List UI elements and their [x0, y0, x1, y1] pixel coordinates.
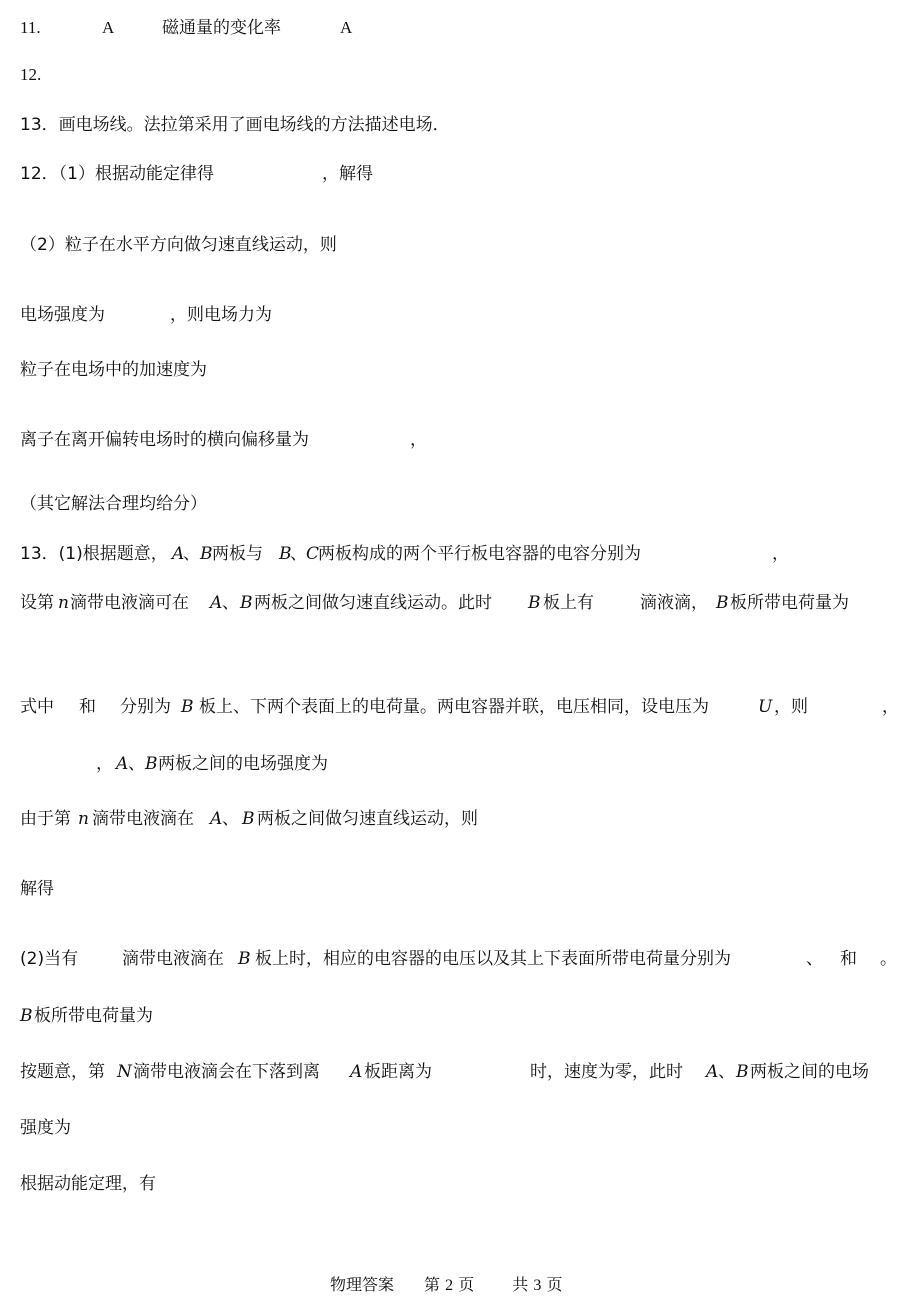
solution-text: 两板之间的电场	[750, 1062, 869, 1082]
solution-text: 两板之间做匀速直线运动，则	[257, 809, 478, 829]
solution-text: 离子在离开偏转电场时的横向偏移量为	[20, 430, 309, 450]
solution-text: 。	[880, 949, 897, 969]
solution-line	[0, 539, 900, 569]
solution-line	[0, 300, 900, 330]
solution-text: 式中	[20, 697, 54, 717]
variable: B	[716, 593, 729, 613]
variable: A	[210, 593, 223, 613]
variable: B	[240, 593, 253, 613]
solution-text: 板所带电荷量为	[34, 1006, 153, 1026]
solution-text: 、	[183, 544, 200, 564]
solution-text: 、	[806, 949, 823, 969]
solution-text: 板上有	[543, 593, 594, 613]
variable: B	[279, 544, 292, 564]
solution-text: 板距离为	[364, 1062, 432, 1082]
solution-text: ，则电场力为	[170, 305, 272, 325]
footer-subject: 物理答案	[330, 1275, 395, 1294]
solution-line	[0, 944, 900, 974]
solution-text: ，则	[774, 697, 808, 717]
solution-text: 板所带电荷量为	[730, 593, 849, 613]
answer-line-12	[0, 60, 900, 90]
page-footer	[330, 1271, 562, 1299]
solution-text: 、	[290, 544, 307, 564]
solution-note: （其它解法合理均给分）	[20, 494, 207, 514]
solution-text: 电场强度为	[20, 305, 105, 325]
solution-text: ，	[772, 544, 789, 564]
question-number: 12.	[20, 65, 42, 84]
solution-text: 板上、下两个表面上的电荷量。两电容器并联，电压相同，设电压为	[199, 697, 709, 717]
solution-text: 13．(1)根据题意，	[20, 544, 168, 564]
solution-line	[0, 159, 900, 189]
solution-text: 12．（1）根据动能定律得	[20, 164, 214, 184]
solution-line	[0, 1001, 900, 1031]
variable: C	[306, 544, 320, 564]
variable: B	[20, 1006, 33, 1026]
variable: A	[210, 809, 223, 829]
solution-text: ，解得	[322, 164, 373, 184]
solution-text: 按题意，第	[20, 1062, 105, 1082]
variable: n	[78, 809, 89, 829]
footer-page-suffix: 页	[458, 1275, 475, 1294]
solution-text: 由于第	[20, 809, 71, 829]
answer-line-13	[0, 110, 900, 140]
solution-text: ，	[882, 697, 899, 717]
variable: N	[117, 1062, 132, 1082]
solution-line	[0, 1057, 900, 1087]
variable: B	[200, 544, 213, 564]
solution-text: 两板之间做匀速直线运动。此时	[254, 593, 492, 613]
solution-text: 分别为	[120, 697, 171, 717]
answer-choice: A	[102, 18, 115, 37]
solution-text: 和	[840, 949, 857, 969]
solution-text: 、	[128, 754, 145, 774]
variable: B	[145, 754, 158, 774]
solution-text: 滴带电液滴在	[122, 949, 224, 969]
solution-text: ，	[96, 754, 113, 774]
question-number: 11.	[20, 18, 41, 37]
solution-line	[0, 1113, 900, 1143]
solution-text: 、	[222, 593, 239, 613]
solution-text: 板上时，相应的电容器的电压以及其上下表面所带电荷量分别为	[255, 949, 731, 969]
solution-line	[0, 874, 900, 904]
solution-text: 滴带电液滴可在	[70, 593, 189, 613]
variable: A	[706, 1062, 719, 1082]
solution-text: 粒子在电场中的加速度为	[20, 360, 207, 380]
solution-line	[0, 355, 900, 385]
solution-text: ，	[410, 430, 427, 450]
variable: n	[58, 593, 69, 613]
variable: A	[350, 1062, 363, 1082]
solution-line	[0, 425, 900, 455]
solution-text: (2)当有	[20, 949, 79, 969]
variable: B	[238, 949, 251, 969]
solution-text: 两板之间的电场强度为	[158, 754, 328, 774]
variable: U	[758, 697, 773, 717]
solution-text: 滴带电液滴会在下落到离	[133, 1062, 320, 1082]
variable: B	[242, 809, 255, 829]
variable: B	[181, 697, 194, 717]
answer-text: 13．画电场线。法拉第采用了画电场线的方法描述电场．	[20, 115, 450, 135]
solution-text: （2）粒子在水平方向做匀速直线运动，则	[20, 235, 337, 255]
variable: B	[528, 593, 541, 613]
solution-line	[0, 749, 900, 779]
solution-line	[0, 230, 900, 260]
footer-page-number: 2	[445, 1277, 454, 1294]
solution-text: 设第	[20, 593, 54, 613]
footer-total-suffix: 页	[546, 1275, 563, 1294]
variable: A	[116, 754, 129, 774]
solution-text: 时，速度为零，此时	[530, 1062, 683, 1082]
variable: A	[172, 544, 185, 564]
solution-text: 两板与	[212, 544, 263, 564]
solution-text: 解得	[20, 879, 54, 899]
footer-page-prefix: 第	[424, 1275, 441, 1294]
solution-text: 两板构成的两个平行板电容器的电容分别为	[318, 544, 641, 564]
footer-total-prefix: 共	[512, 1275, 529, 1294]
footer-total-number: 3	[533, 1277, 542, 1294]
solution-text: 、	[718, 1062, 735, 1082]
solution-line	[0, 1169, 900, 1199]
answer-line-11	[0, 13, 900, 43]
solution-text: 和	[79, 697, 96, 717]
variable: B	[736, 1062, 749, 1082]
solution-text: 滴液滴，	[640, 593, 708, 613]
solution-text: 、	[222, 809, 239, 829]
solution-line	[0, 692, 900, 722]
solution-text: 滴带电液滴在	[92, 809, 194, 829]
solution-line	[0, 804, 900, 834]
solution-text: 根据动能定理，有	[20, 1174, 156, 1194]
solution-line	[0, 489, 900, 519]
answer-choice: A	[340, 18, 353, 37]
solution-line	[0, 588, 900, 618]
solution-text: 强度为	[20, 1118, 71, 1138]
answer-text: 磁通量的变化率	[162, 18, 281, 38]
